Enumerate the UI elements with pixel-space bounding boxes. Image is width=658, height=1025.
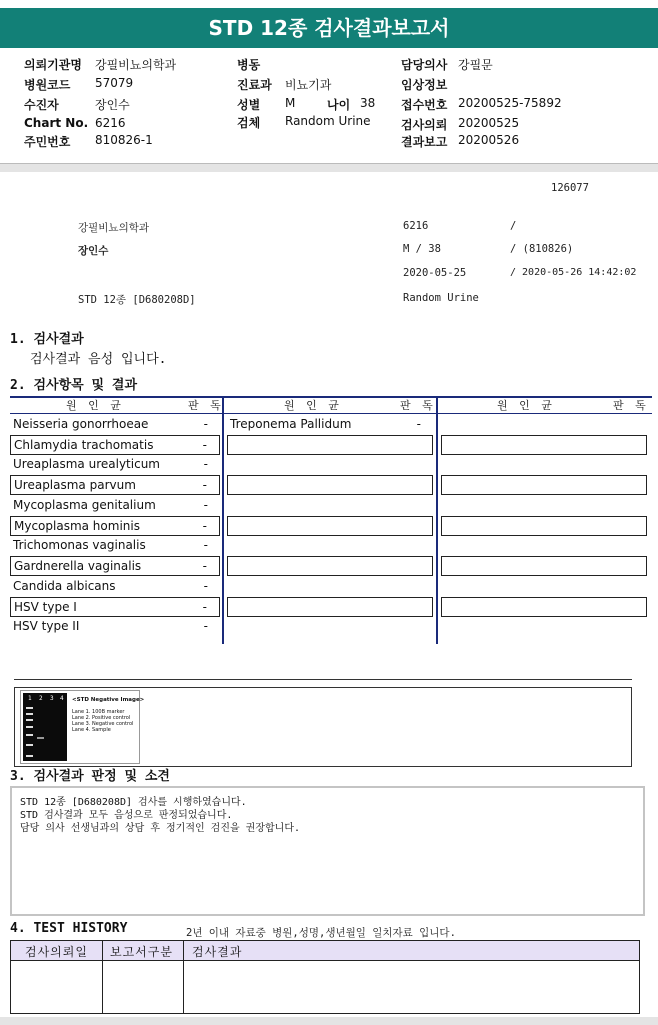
empty-cell <box>441 516 647 536</box>
history-col-request-date: 검사의뢰일 <box>25 945 88 959</box>
lane-number: 3 <box>50 695 54 702</box>
pathogen-name: Chlamydia trachomatis <box>14 438 154 452</box>
header-judge-3: 판 독 <box>613 399 650 412</box>
pathogen-result: - <box>202 519 207 533</box>
pathogen-name: Ureaplasma parvum <box>14 478 136 492</box>
value-chart-no: 6216 <box>95 116 126 130</box>
label-age: 나이 <box>327 98 351 112</box>
footer-bar <box>0 1017 658 1025</box>
label-patient: 수진자 <box>24 98 59 112</box>
header-pathogen-2: 원 인 균 <box>284 399 343 412</box>
pathogen-name: HSV type I <box>14 600 77 614</box>
label-department: 진료과 <box>237 78 272 92</box>
opinion-line: STD 12종 [D680208D] 검사를 시행하였습니다. <box>20 797 247 808</box>
value-hospital-code: 57079 <box>95 76 134 90</box>
pathogen-name: Neisseria gonorrhoeae <box>13 417 149 431</box>
label-report-date: 결과보고 <box>401 135 448 149</box>
header-judge-1: 판 독 <box>188 399 225 412</box>
header-pathogen-1: 원 인 균 <box>66 399 125 412</box>
divider-line <box>14 679 632 680</box>
table-row <box>10 496 220 516</box>
value-requesting-clinic: 강필비뇨의학과 <box>95 58 177 72</box>
history-table-header <box>11 941 639 961</box>
pathogen-result: - <box>203 417 208 431</box>
empty-cell <box>227 435 433 455</box>
gel-legend-line: Lane 3. Negative control <box>72 721 134 727</box>
summary-chart: 6216 <box>403 220 429 232</box>
pathogen-result: - <box>202 559 207 573</box>
value-report-date: 20200526 <box>458 133 520 147</box>
pathogen-result: - <box>203 498 208 512</box>
gel-band <box>26 713 33 715</box>
opinion-box <box>10 786 645 916</box>
value-age: 38 <box>360 96 376 110</box>
pathogen-name: Candida albicans <box>13 579 116 593</box>
summary-reported: / 2020-05-26 14:42:02 <box>510 267 637 278</box>
pathogen-result: - <box>203 619 208 633</box>
summary-test-code: STD 12종 [D680208D] <box>78 294 196 306</box>
pathogen-result: - <box>203 538 208 552</box>
gel-band <box>26 726 33 728</box>
value-specimen: Random Urine <box>285 114 371 128</box>
empty-cell <box>441 475 647 495</box>
column-divider <box>222 396 224 644</box>
label-specimen: 검체 <box>237 116 261 130</box>
history-column-divider <box>183 941 184 1013</box>
table-row <box>10 516 220 536</box>
label-chart-no: Chart No. <box>24 116 89 130</box>
section-divider <box>0 164 658 172</box>
value-receipt-no: 20200525-75892 <box>458 96 562 110</box>
empty-cell <box>441 435 647 455</box>
history-table <box>10 940 640 1014</box>
summary-slash: / <box>510 220 517 232</box>
section4-heading: 4. TEST HISTORY <box>10 921 128 936</box>
value-department: 비뇨기과 <box>285 78 332 92</box>
table-row <box>10 415 220 435</box>
empty-cell <box>227 475 433 495</box>
report-title: STD 12종 검사결과보고서 <box>0 8 658 48</box>
pathogen-name: Ureaplasma urealyticum <box>13 457 160 471</box>
label-requesting-clinic: 의뢰기관명 <box>24 58 82 72</box>
gel-band <box>37 737 44 739</box>
label-resident-no: 주민번호 <box>24 135 71 149</box>
empty-cell <box>441 556 647 576</box>
section1-heading: 1. 검사결과 <box>10 332 84 347</box>
summary-clinic: 강필비뇨의학과 <box>78 222 150 234</box>
history-col-result: 검사결과 <box>192 945 243 959</box>
gel-image-thumbnail <box>20 690 145 764</box>
value-sex: M <box>285 96 296 110</box>
label-ward: 병동 <box>237 58 261 72</box>
section1-result-text: 검사결과 음성 입니다. <box>30 352 167 367</box>
pathogen-result: - <box>203 457 208 471</box>
table-header-border <box>10 413 652 414</box>
history-note: 2년 이내 자료중 병원,성명,생년월일 일치자료 입니다. <box>186 927 456 939</box>
gel-legend-title: <STD Negative Image> <box>72 697 145 703</box>
lane-number: 4 <box>60 695 64 702</box>
gel-legend-line: Lane 4. Sample <box>72 727 111 733</box>
empty-cell <box>441 597 647 617</box>
gel-band <box>26 744 33 746</box>
pathogen-name: Gardnerella vaginalis <box>14 559 142 573</box>
pathogen-result: - <box>202 438 207 452</box>
pathogen-name: Trichomonas vaginalis <box>13 538 146 552</box>
pathogen-result: - <box>202 600 207 614</box>
table-row <box>10 577 220 597</box>
header-judge-2: 판 독 <box>400 399 437 412</box>
pathogen-name: Mycoplasma hominis <box>14 519 140 533</box>
label-clinical-info: 임상정보 <box>401 78 448 92</box>
summary-birth: / (810826) <box>510 243 574 255</box>
table-row <box>10 597 220 617</box>
table-row <box>10 435 220 455</box>
label-sex: 성별 <box>237 98 261 112</box>
column-divider <box>436 396 438 644</box>
gel-band <box>26 707 33 709</box>
summary-patient: 장인수 <box>78 245 109 257</box>
summary-specimen: Random Urine <box>403 292 479 304</box>
header-pathogen-3: 원 인 균 <box>497 399 556 412</box>
opinion-line: 담당 의사 선생님과의 상담 후 정기적인 검진을 권장합니다. <box>20 823 301 834</box>
gel-legend-line: Lane 1. 100B marker <box>72 709 125 715</box>
value-resident-no: 810826-1 <box>95 133 153 147</box>
table-row <box>10 556 220 576</box>
results-table <box>10 396 652 644</box>
value-physician: 강필문 <box>458 58 493 72</box>
summary-sex-age: M / 38 <box>403 243 441 255</box>
pathogen-name: Treponema Pallidum <box>230 417 352 431</box>
report-number: 126077 <box>551 182 589 194</box>
empty-cell <box>227 556 433 576</box>
pathogen-name: HSV type II <box>13 619 80 633</box>
label-hospital-code: 병원코드 <box>24 78 71 92</box>
section3-heading: 3. 검사결과 판정 및 소견 <box>10 769 170 784</box>
opinion-line: STD 검사결과 모두 음성으로 판정되었습니다. <box>20 810 233 821</box>
pathogen-result: - <box>203 579 208 593</box>
lane-number: 2 <box>39 695 43 702</box>
gel-legend-line: Lane 2. Positive control <box>72 715 131 721</box>
lane-number: 1 <box>28 695 32 702</box>
gel-band <box>26 755 33 757</box>
section2-heading: 2. 검사항목 및 결과 <box>10 378 138 393</box>
value-request-date: 20200525 <box>458 116 520 130</box>
gel-image-box <box>14 687 632 767</box>
pathogen-result: - <box>416 417 421 431</box>
label-request-date: 검사의뢰 <box>401 118 448 132</box>
gel-band <box>26 734 33 736</box>
label-receipt-no: 접수번호 <box>401 98 448 112</box>
table-row <box>10 455 220 475</box>
pathogen-result: - <box>202 478 207 492</box>
value-patient: 장인수 <box>95 98 130 112</box>
table-row <box>10 475 220 495</box>
table-row <box>10 617 220 637</box>
report-header <box>0 48 658 164</box>
history-column-divider <box>102 941 103 1013</box>
label-physician: 담당의사 <box>401 58 448 72</box>
table-row <box>227 415 433 435</box>
table-row <box>10 536 220 556</box>
history-col-report-type: 보고서구분 <box>110 945 173 959</box>
summary-received: 2020-05-25 <box>403 267 467 279</box>
gel-electrophoresis-image <box>23 693 67 761</box>
pathogen-name: Mycoplasma genitalium <box>13 498 156 512</box>
gel-band <box>26 719 33 721</box>
empty-cell <box>227 597 433 617</box>
empty-cell <box>227 516 433 536</box>
